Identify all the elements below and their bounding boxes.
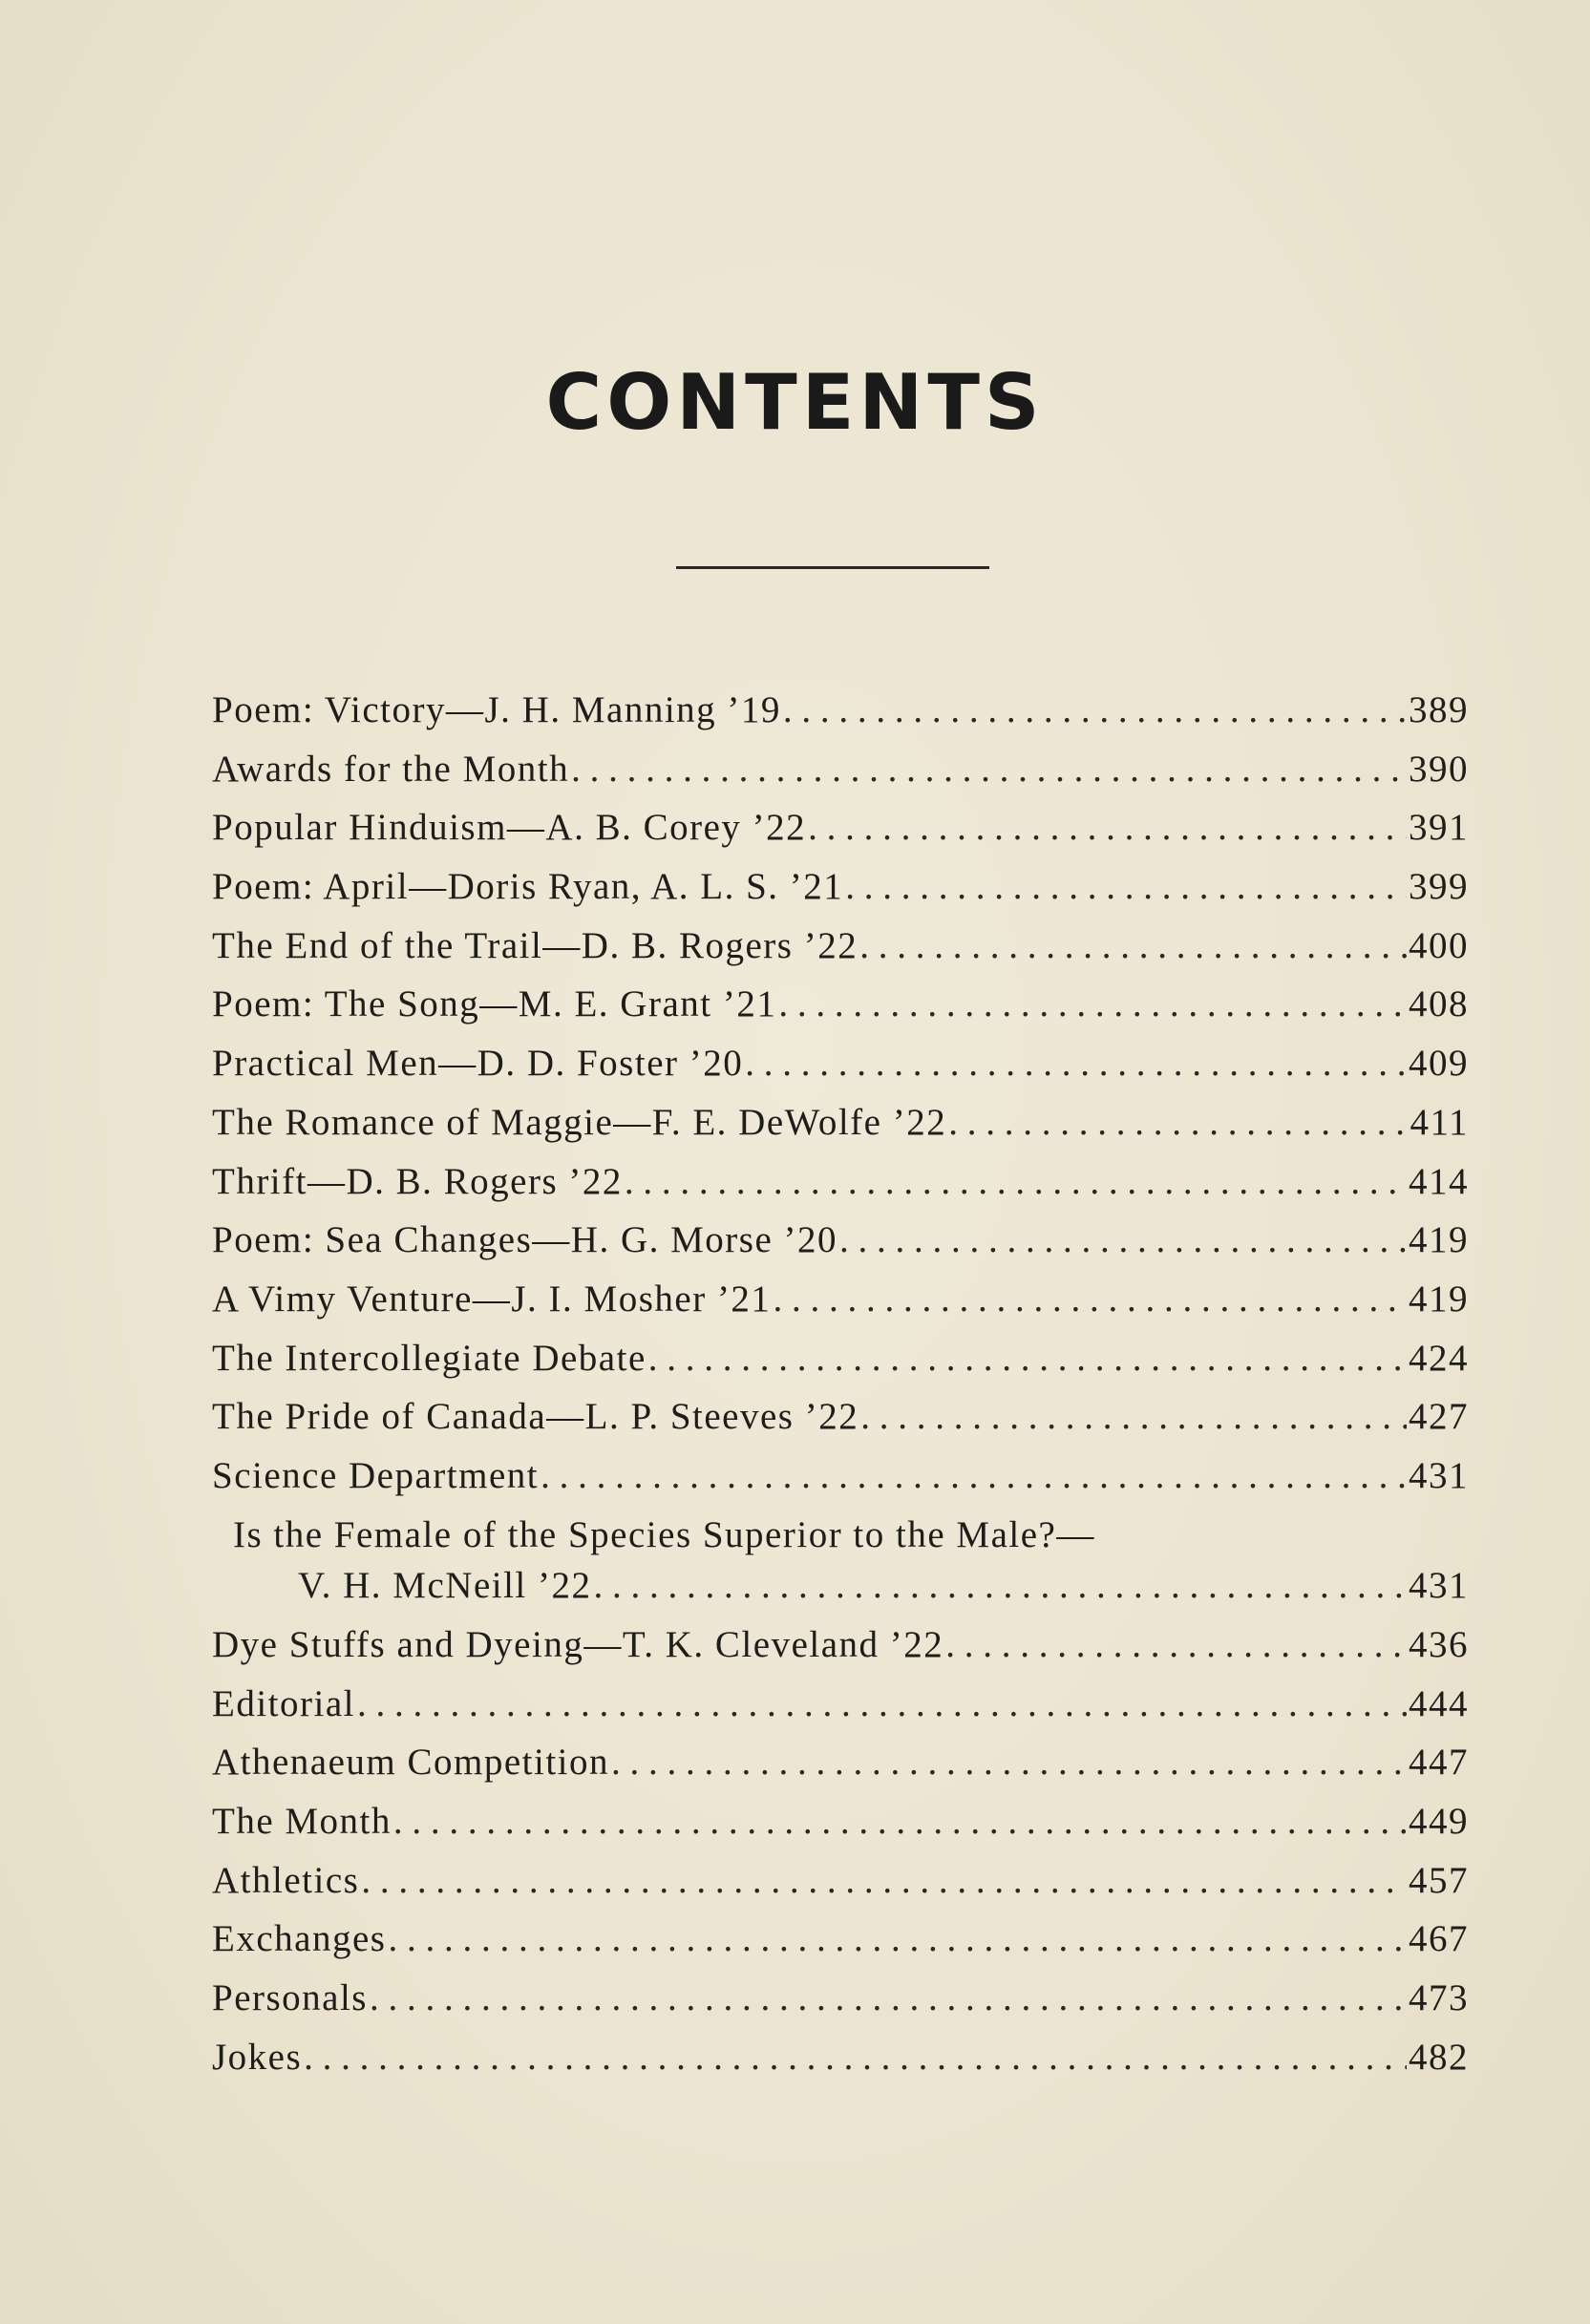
toc-entry — [212, 1447, 1469, 1506]
toc-entry-page: 391 — [1409, 807, 1469, 849]
toc-sub-entry-line1 — [212, 1506, 1469, 1565]
dot-leader — [541, 1447, 1407, 1506]
toc-entry-title: The Intercollegiate Debate — [212, 1337, 647, 1379]
toc-entry — [212, 1093, 1469, 1152]
toc-entry-page: 444 — [1409, 1682, 1469, 1724]
toc-entry — [212, 1910, 1469, 1969]
dot-leader — [625, 1152, 1407, 1212]
toc-entry-title: A Vimy Venture—J. I. Mosher ’21 — [212, 1278, 772, 1320]
dot-leader — [370, 1969, 1407, 2028]
toc-entry — [212, 798, 1469, 857]
toc-entry-title: The Pride of Canada—L. P. Steeves ’22 — [212, 1396, 859, 1438]
dot-leader — [778, 975, 1407, 1034]
toc-entry — [212, 1034, 1469, 1093]
dot-leader — [361, 1851, 1407, 1911]
page-title: CONTENTS — [545, 358, 1045, 447]
toc-entry-title: Practical Men—D. D. Foster ’20 — [212, 1043, 744, 1085]
toc-entry-page: 424 — [1409, 1337, 1469, 1379]
toc-entry — [212, 1969, 1469, 2028]
dot-leader — [304, 2028, 1407, 2087]
toc-entry — [212, 917, 1469, 976]
dot-leader — [845, 857, 1407, 917]
toc-entry-title: Thrift—D. B. Rogers ’22 — [212, 1160, 623, 1202]
toc-sub-entry-line2 — [212, 1556, 1469, 1616]
toc-entry — [212, 857, 1469, 917]
toc-entry-page: 457 — [1409, 1859, 1469, 1901]
toc-entry — [212, 1792, 1469, 1851]
toc-entry — [212, 681, 1469, 740]
toc-entry — [212, 975, 1469, 1034]
toc-entry-page: 389 — [1409, 689, 1469, 730]
dot-leader — [859, 917, 1407, 976]
dot-leader — [860, 1387, 1407, 1447]
toc-entry-page: 414 — [1409, 1160, 1469, 1202]
toc-entry-title: Jokes — [212, 2036, 303, 2078]
toc-entry-page: 411 — [1410, 1101, 1469, 1143]
toc-entry — [212, 1733, 1469, 1792]
toc-entry-page: 436 — [1409, 1624, 1469, 1665]
toc-entry-title: Poem: Victory—J. H. Manning ’19 — [212, 689, 781, 730]
toc-entry-page: 473 — [1409, 1977, 1469, 2019]
toc-entry-title: Dye Stuffs and Dyeing—T. K. Cleveland ’22 — [212, 1624, 944, 1665]
toc-entry-title: Popular Hinduism—A. B. Corey ’22 — [212, 807, 807, 849]
toc-sub-entry-title: Is the Female of the Species Superior to the Male?— — [233, 1513, 1095, 1555]
table-of-contents — [212, 681, 1469, 2087]
toc-entry-page: 447 — [1409, 1742, 1469, 1784]
toc-entry-page: 390 — [1409, 748, 1469, 790]
toc-entry-page: 467 — [1409, 1918, 1469, 1960]
toc-entry — [212, 2028, 1469, 2087]
toc-entry — [212, 1211, 1469, 1270]
toc-entry-title: The Romance of Maggie—F. E. DeWolfe ’22 — [212, 1101, 947, 1143]
toc-entry-page: 431 — [1409, 1565, 1469, 1607]
toc-entry — [212, 1387, 1469, 1447]
toc-entry-title: Poem: The Song—M. E. Grant ’21 — [212, 983, 777, 1025]
toc-entry-title: Awards for the Month — [212, 748, 570, 790]
dot-leader — [571, 740, 1407, 799]
toc-entry-page: 419 — [1409, 1219, 1469, 1261]
dot-leader — [945, 1616, 1407, 1675]
toc-entry — [212, 1616, 1469, 1675]
dot-leader — [357, 1675, 1407, 1734]
dot-leader — [594, 1556, 1407, 1616]
toc-entry-title: Science Department — [212, 1454, 540, 1496]
toc-entry-title: Personals — [212, 1977, 368, 2019]
dot-leader — [839, 1211, 1407, 1270]
toc-entry — [212, 740, 1469, 799]
dot-leader — [773, 1270, 1407, 1329]
dot-leader — [611, 1733, 1407, 1792]
toc-entry-title: Exchanges — [212, 1918, 387, 1960]
toc-entry-title: The Month — [212, 1801, 392, 1843]
toc-entry-title: Poem: Sea Changes—H. G. Morse ’20 — [212, 1219, 838, 1261]
toc-entry-page: 482 — [1409, 2036, 1469, 2078]
toc-entry-page: 427 — [1409, 1396, 1469, 1438]
toc-entry — [212, 1329, 1469, 1388]
toc-entry-title: Poem: April—Doris Ryan, A. L. S. ’21 — [212, 866, 844, 908]
dot-leader — [648, 1329, 1407, 1388]
toc-entry — [212, 1152, 1469, 1212]
toc-entry-page: 431 — [1409, 1454, 1469, 1496]
toc-entry-page: 409 — [1409, 1043, 1469, 1085]
toc-sub-entry-author: V. H. McNeill ’22 — [298, 1565, 592, 1607]
dot-leader — [745, 1034, 1407, 1093]
toc-entry-title: Editorial — [212, 1682, 355, 1724]
toc-entry — [212, 1851, 1469, 1911]
toc-entry-title: Athenaeum Competition — [212, 1742, 610, 1784]
dot-leader — [388, 1910, 1407, 1969]
dot-leader — [948, 1093, 1408, 1152]
toc-entry-page: 449 — [1409, 1801, 1469, 1843]
toc-entry-page: 419 — [1409, 1278, 1469, 1320]
dot-leader — [783, 681, 1407, 740]
toc-entry — [212, 1675, 1469, 1734]
toc-entry-title: The End of the Trail—D. B. Rogers ’22 — [212, 924, 859, 966]
toc-entry-page: 408 — [1409, 983, 1469, 1025]
dot-leader — [808, 798, 1407, 857]
title-divider — [676, 566, 989, 569]
toc-entry-page: 399 — [1409, 866, 1469, 908]
toc-entry-title: Athletics — [212, 1859, 360, 1901]
toc-entry-page: 400 — [1409, 924, 1469, 966]
dot-leader — [393, 1792, 1407, 1851]
toc-entry — [212, 1270, 1469, 1329]
